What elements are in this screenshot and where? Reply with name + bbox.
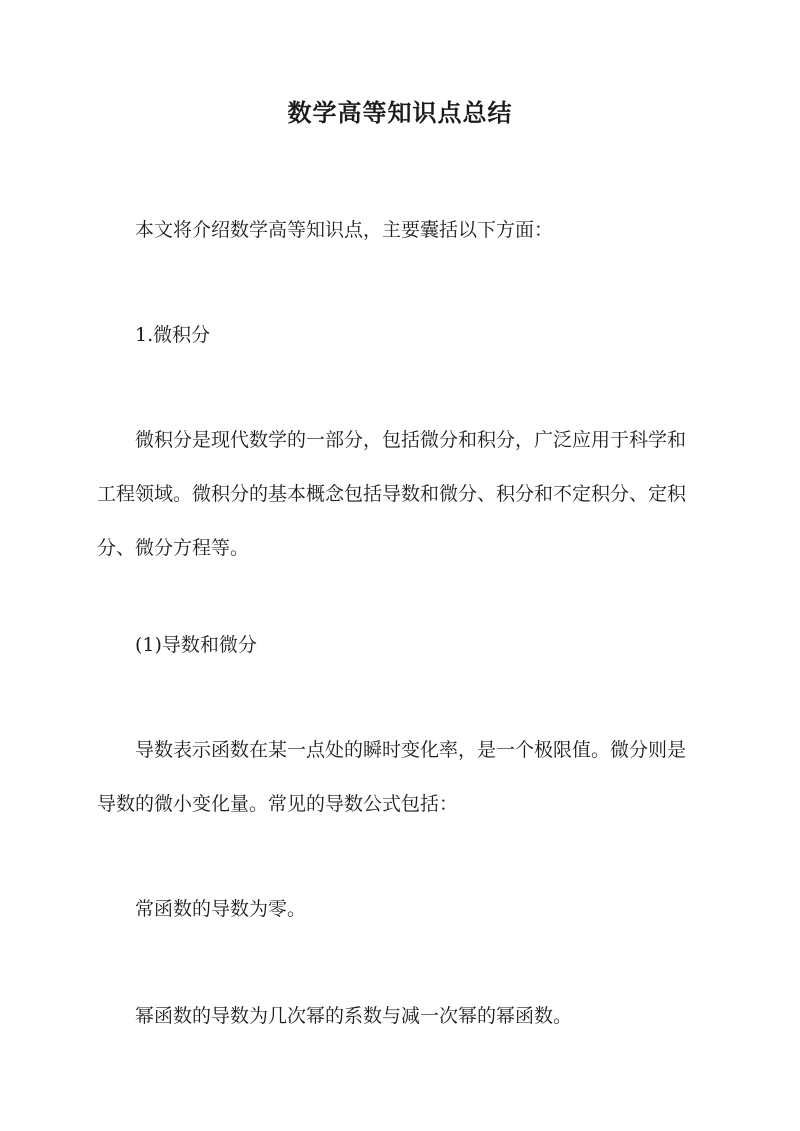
list-item-power-function: 幂函数的导数为几次幂的系数与减一次幂的幂函数。 — [135, 1005, 573, 1027]
intro-paragraph: 本文将介绍数学高等知识点，主要囊括以下方面： — [135, 219, 554, 241]
section-heading-derivative: (1)导数和微分 — [135, 634, 257, 656]
list-item-constant-function: 常函数的导数为零。 — [135, 898, 307, 920]
section-heading-calculus: 1.微积分 — [135, 324, 211, 346]
document-title: 数学高等知识点总结 — [287, 98, 513, 127]
derivative-paragraph: 导数表示函数在某一点处的瞬时变化率，是一个极限值。微分则是导数的微小变化量。常见的导数公式包括： — [97, 739, 687, 815]
calculus-paragraph: 微积分是现代数学的一部分，包括微分和积分，广泛应用于科学和工程领域。微积分的基本概念包括导数和微分、积分和不定积分、定积分、微分方程等。 — [97, 429, 687, 559]
